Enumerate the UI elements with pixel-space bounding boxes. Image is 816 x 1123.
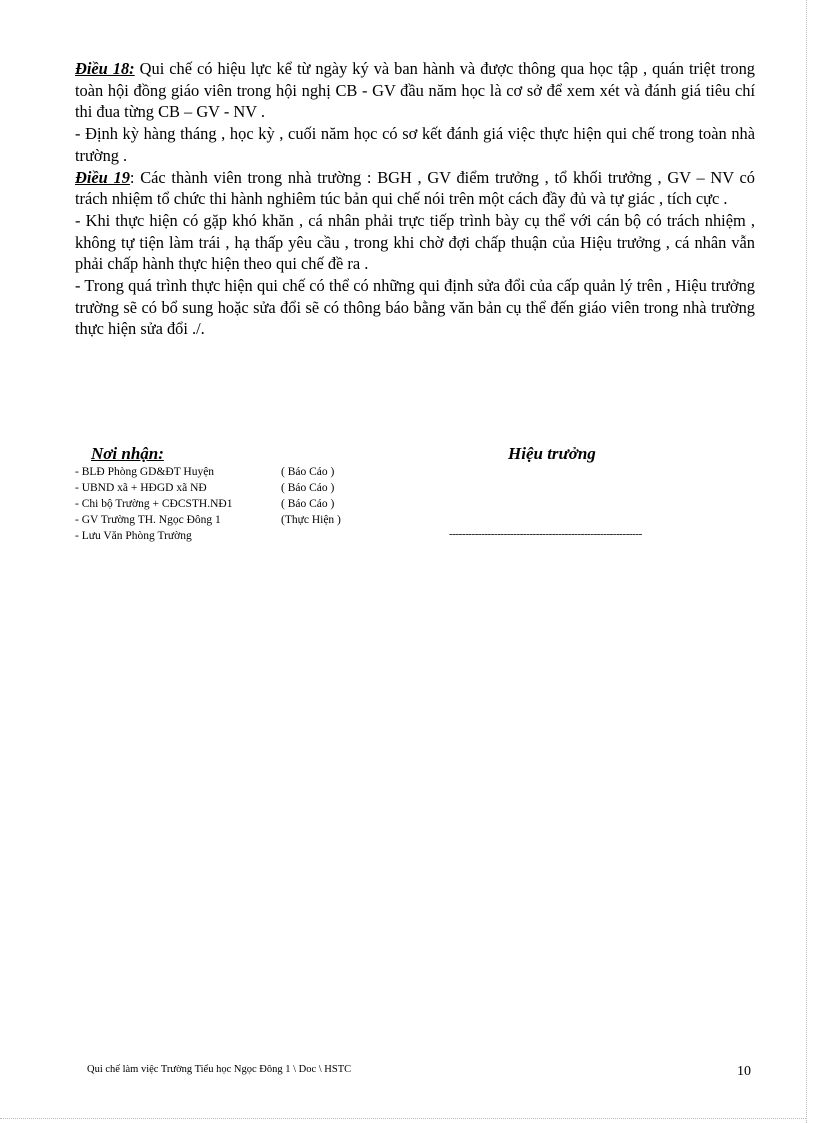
footer-text: Qui chế làm việc Trường Tiểu học Ngọc Đông 1 \ Doc \ HSTC — [87, 1064, 352, 1075]
page-border-bottom — [0, 1118, 806, 1119]
article-19-label: Điều 19 — [75, 167, 130, 187]
page-border-right — [806, 0, 807, 1123]
article-19-bullet-2: - Trong quá trình thực hiện qui chế có thể có những qui định sửa đổi của cấp quản lý trên , Hiệu trưởng trường sẽ có bổ sung hoặc sửa đổi sẽ có thông báo bằng văn bản cụ thể đến giáo viên trong nhà trường thực hiện sửa đổi ./. — [75, 276, 755, 339]
recipient-item — [75, 464, 395, 480]
recipient-name: - Lưu Văn Phòng Trường — [75, 530, 192, 542]
article-18-label: Điều 18: — [75, 59, 135, 78]
recipient-note: ( Báo Cáo ) — [281, 466, 335, 478]
recipient-name: - UBND xã + HĐGD xã NĐ — [75, 482, 207, 494]
recipient-item — [75, 512, 395, 528]
recipient-item — [75, 480, 395, 496]
article-19-bullet-1: - Khi thực hiện có gặp khó khăn , cá nhân phải trực tiếp trình bày cụ thể với cán bộ có trách nhiệm , không tự tiện làm trái , hạ thấp yêu cầu , trong khi chờ đợi chấp thuận của Hiệu trưởng , cá nhân vẫn phải chấp hành thực hiện theo qui chế đề ra . — [75, 210, 755, 274]
article-18-text: Qui chế có hiệu lực kể từ ngày ký và ban hành và được thông qua học tập , quán triệt trong toàn hội đồng giáo viên trong hội nghị CB - GV đầu năm học là cơ sở để xem xét và đánh giá tiêu chí thi đua từng CB – GV - NV . — [75, 59, 756, 122]
recipients-list — [75, 464, 395, 544]
recipient-note: ( Báo Cáo ) — [281, 482, 335, 494]
article-18-paragraph — [75, 58, 755, 123]
recipient-name: - Chi bộ Trường + CĐCSTH.NĐ1 — [75, 498, 233, 510]
recipient-item — [75, 528, 395, 544]
article-18-bullet-1: - Định kỳ hàng tháng , học kỳ , cuối năm học có sơ kết đánh giá việc thực hiện qui chế trong toàn nhà trường . — [75, 124, 755, 165]
recipient-note: ( Báo Cáo ) — [281, 498, 335, 510]
recipient-item — [75, 496, 395, 512]
signature-line: ------------------------------------------------------------ — [449, 528, 642, 540]
document-body — [75, 58, 755, 340]
recipient-name: - GV Trường TH. Ngọc Đông 1 — [75, 514, 221, 526]
recipient-name: - BLĐ Phòng GD&ĐT Huyện — [75, 466, 215, 478]
article-19-text: : Các thành viên trong nhà trường : BGH , GV điểm trưởng , tổ khối trưởng , GV – NV có trách nhiệm tổ chức thi hành nghiêm túc bản qui chế nói trên một cách đầy đủ và tự giác , tích cực . — [75, 167, 755, 209]
signer-title: Hiệu trưởng — [508, 444, 596, 463]
recipient-note: (Thực Hiện ) — [281, 514, 341, 526]
page-number: 10 — [737, 1064, 751, 1079]
recipients-heading: Nơi nhận: — [91, 444, 164, 463]
article-19-paragraph — [75, 167, 755, 210]
